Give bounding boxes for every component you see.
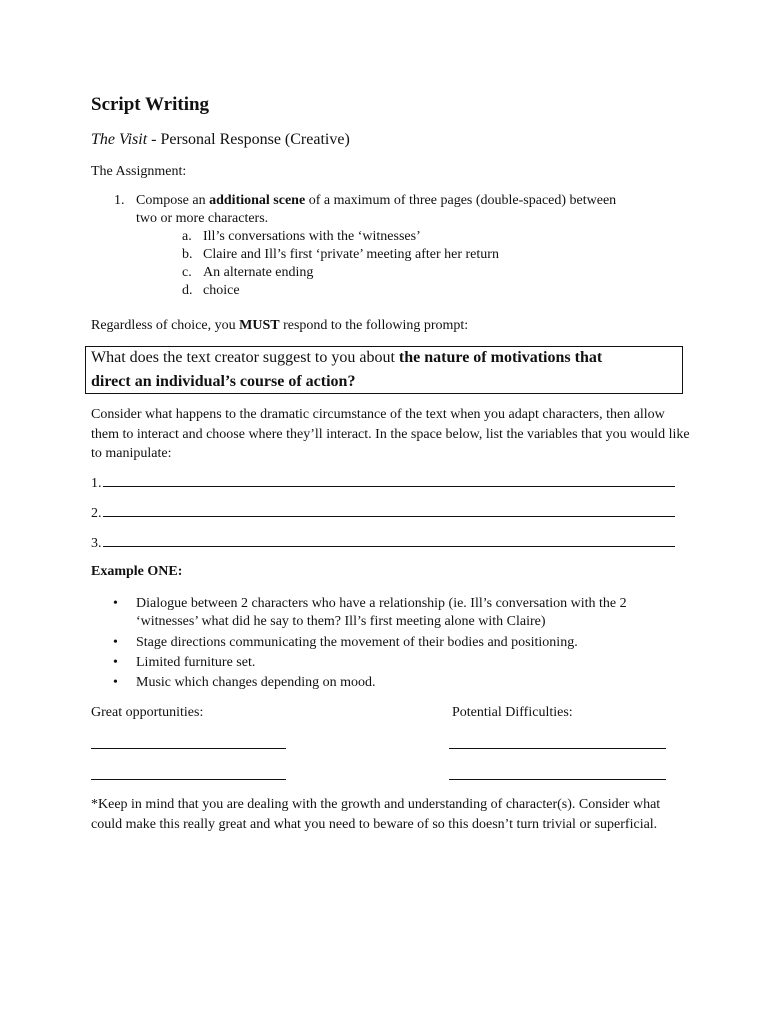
blank-number: 3. <box>91 536 102 551</box>
example-heading: Example ONE: <box>91 564 183 579</box>
option-text: An alternate ending <box>203 265 314 280</box>
answer-blank[interactable] <box>91 535 675 553</box>
option-item <box>182 246 499 264</box>
page-title: Script Writing <box>91 94 210 115</box>
blank-rule <box>103 506 675 517</box>
blank-rule <box>103 476 675 487</box>
example-bullet <box>113 595 627 613</box>
option-text: choice <box>203 283 240 298</box>
opportunities-blank[interactable] <box>91 748 286 749</box>
subtitle-work-title: The Visit <box>91 131 148 148</box>
bullet-text: Limited furniture set. <box>136 655 256 670</box>
page-subtitle <box>91 130 350 150</box>
example-bullet <box>113 654 255 672</box>
bullet-dot-icon: • <box>113 655 118 670</box>
task-continuation: two or more characters. <box>136 211 269 226</box>
option-letter: b. <box>182 247 193 262</box>
blank-number: 1. <box>91 476 102 491</box>
task-text-post: of a maximum of three pages (double-spaced) between <box>305 193 617 208</box>
task-text-bold: additional scene <box>209 193 306 208</box>
bullet-continuation: ‘witnesses’ what did he say to them? Ill’s first meeting alone with Claire) <box>136 614 546 629</box>
blank-number: 2. <box>91 506 102 521</box>
prompt-bold: the nature of motivations that <box>398 349 603 366</box>
bullet-dot-icon: • <box>113 635 118 650</box>
option-item <box>182 282 240 300</box>
prompt-pre: What does the text creator suggest to you about <box>91 349 399 366</box>
task-item <box>114 192 616 210</box>
option-text: Ill’s conversations with the ‘witnesses’ <box>203 229 421 244</box>
example-bullet <box>113 634 578 652</box>
task-number: 1. <box>114 193 125 208</box>
opportunities-blank[interactable] <box>91 779 286 780</box>
opportunities-label: Great opportunities: <box>91 705 204 720</box>
regardless-post: respond to the following prompt: <box>279 318 469 333</box>
answer-blank[interactable] <box>91 505 675 523</box>
option-item <box>182 264 313 282</box>
regardless-pre: Regardless of choice, you <box>91 318 240 333</box>
prompt-line-2: direct an individual’s course of action? <box>91 373 356 390</box>
difficulties-label: Potential Difficulties: <box>452 705 573 720</box>
bullet-text: Dialogue between 2 characters who have a relationship (ie. Ill’s conversation with the 2 <box>136 596 627 611</box>
difficulties-blank[interactable] <box>449 748 666 749</box>
option-letter: a. <box>182 229 192 244</box>
bullet-text: Stage directions communicating the movement of their bodies and positioning. <box>136 635 578 650</box>
option-letter: c. <box>182 265 192 280</box>
example-bullet <box>113 674 376 692</box>
consider-paragraph: Consider what happens to the dramatic circumstance of the text when you adapt characters, then allow them to interact and choose where they’ll interact. In the space below, list the variables that you would like to manipulate: <box>91 407 690 461</box>
option-text: Claire and Ill’s first ‘private’ meeting after her return <box>203 247 499 262</box>
blank-rule <box>103 536 675 547</box>
option-letter: d. <box>182 283 193 298</box>
subtitle-rest: - Personal Response (Creative) <box>147 131 350 148</box>
prompt-line-1 <box>91 348 602 368</box>
regardless-bold: MUST <box>239 318 280 333</box>
option-item <box>182 228 421 246</box>
bullet-dot-icon: • <box>113 596 118 611</box>
difficulties-blank[interactable] <box>449 779 666 780</box>
task-text-pre: Compose an <box>136 193 210 208</box>
regardless-instruction <box>91 317 468 335</box>
answer-blank[interactable] <box>91 475 675 493</box>
bullet-text: Music which changes depending on mood. <box>136 675 376 690</box>
footnote: *Keep in mind that you are dealing with the growth and understanding of character(s). Consider what could make this really great and what you need to beware of so this doesn’t turn trivial or superficial. <box>91 797 661 832</box>
assignment-heading: The Assignment: <box>91 164 187 179</box>
bullet-dot-icon: • <box>113 675 118 690</box>
